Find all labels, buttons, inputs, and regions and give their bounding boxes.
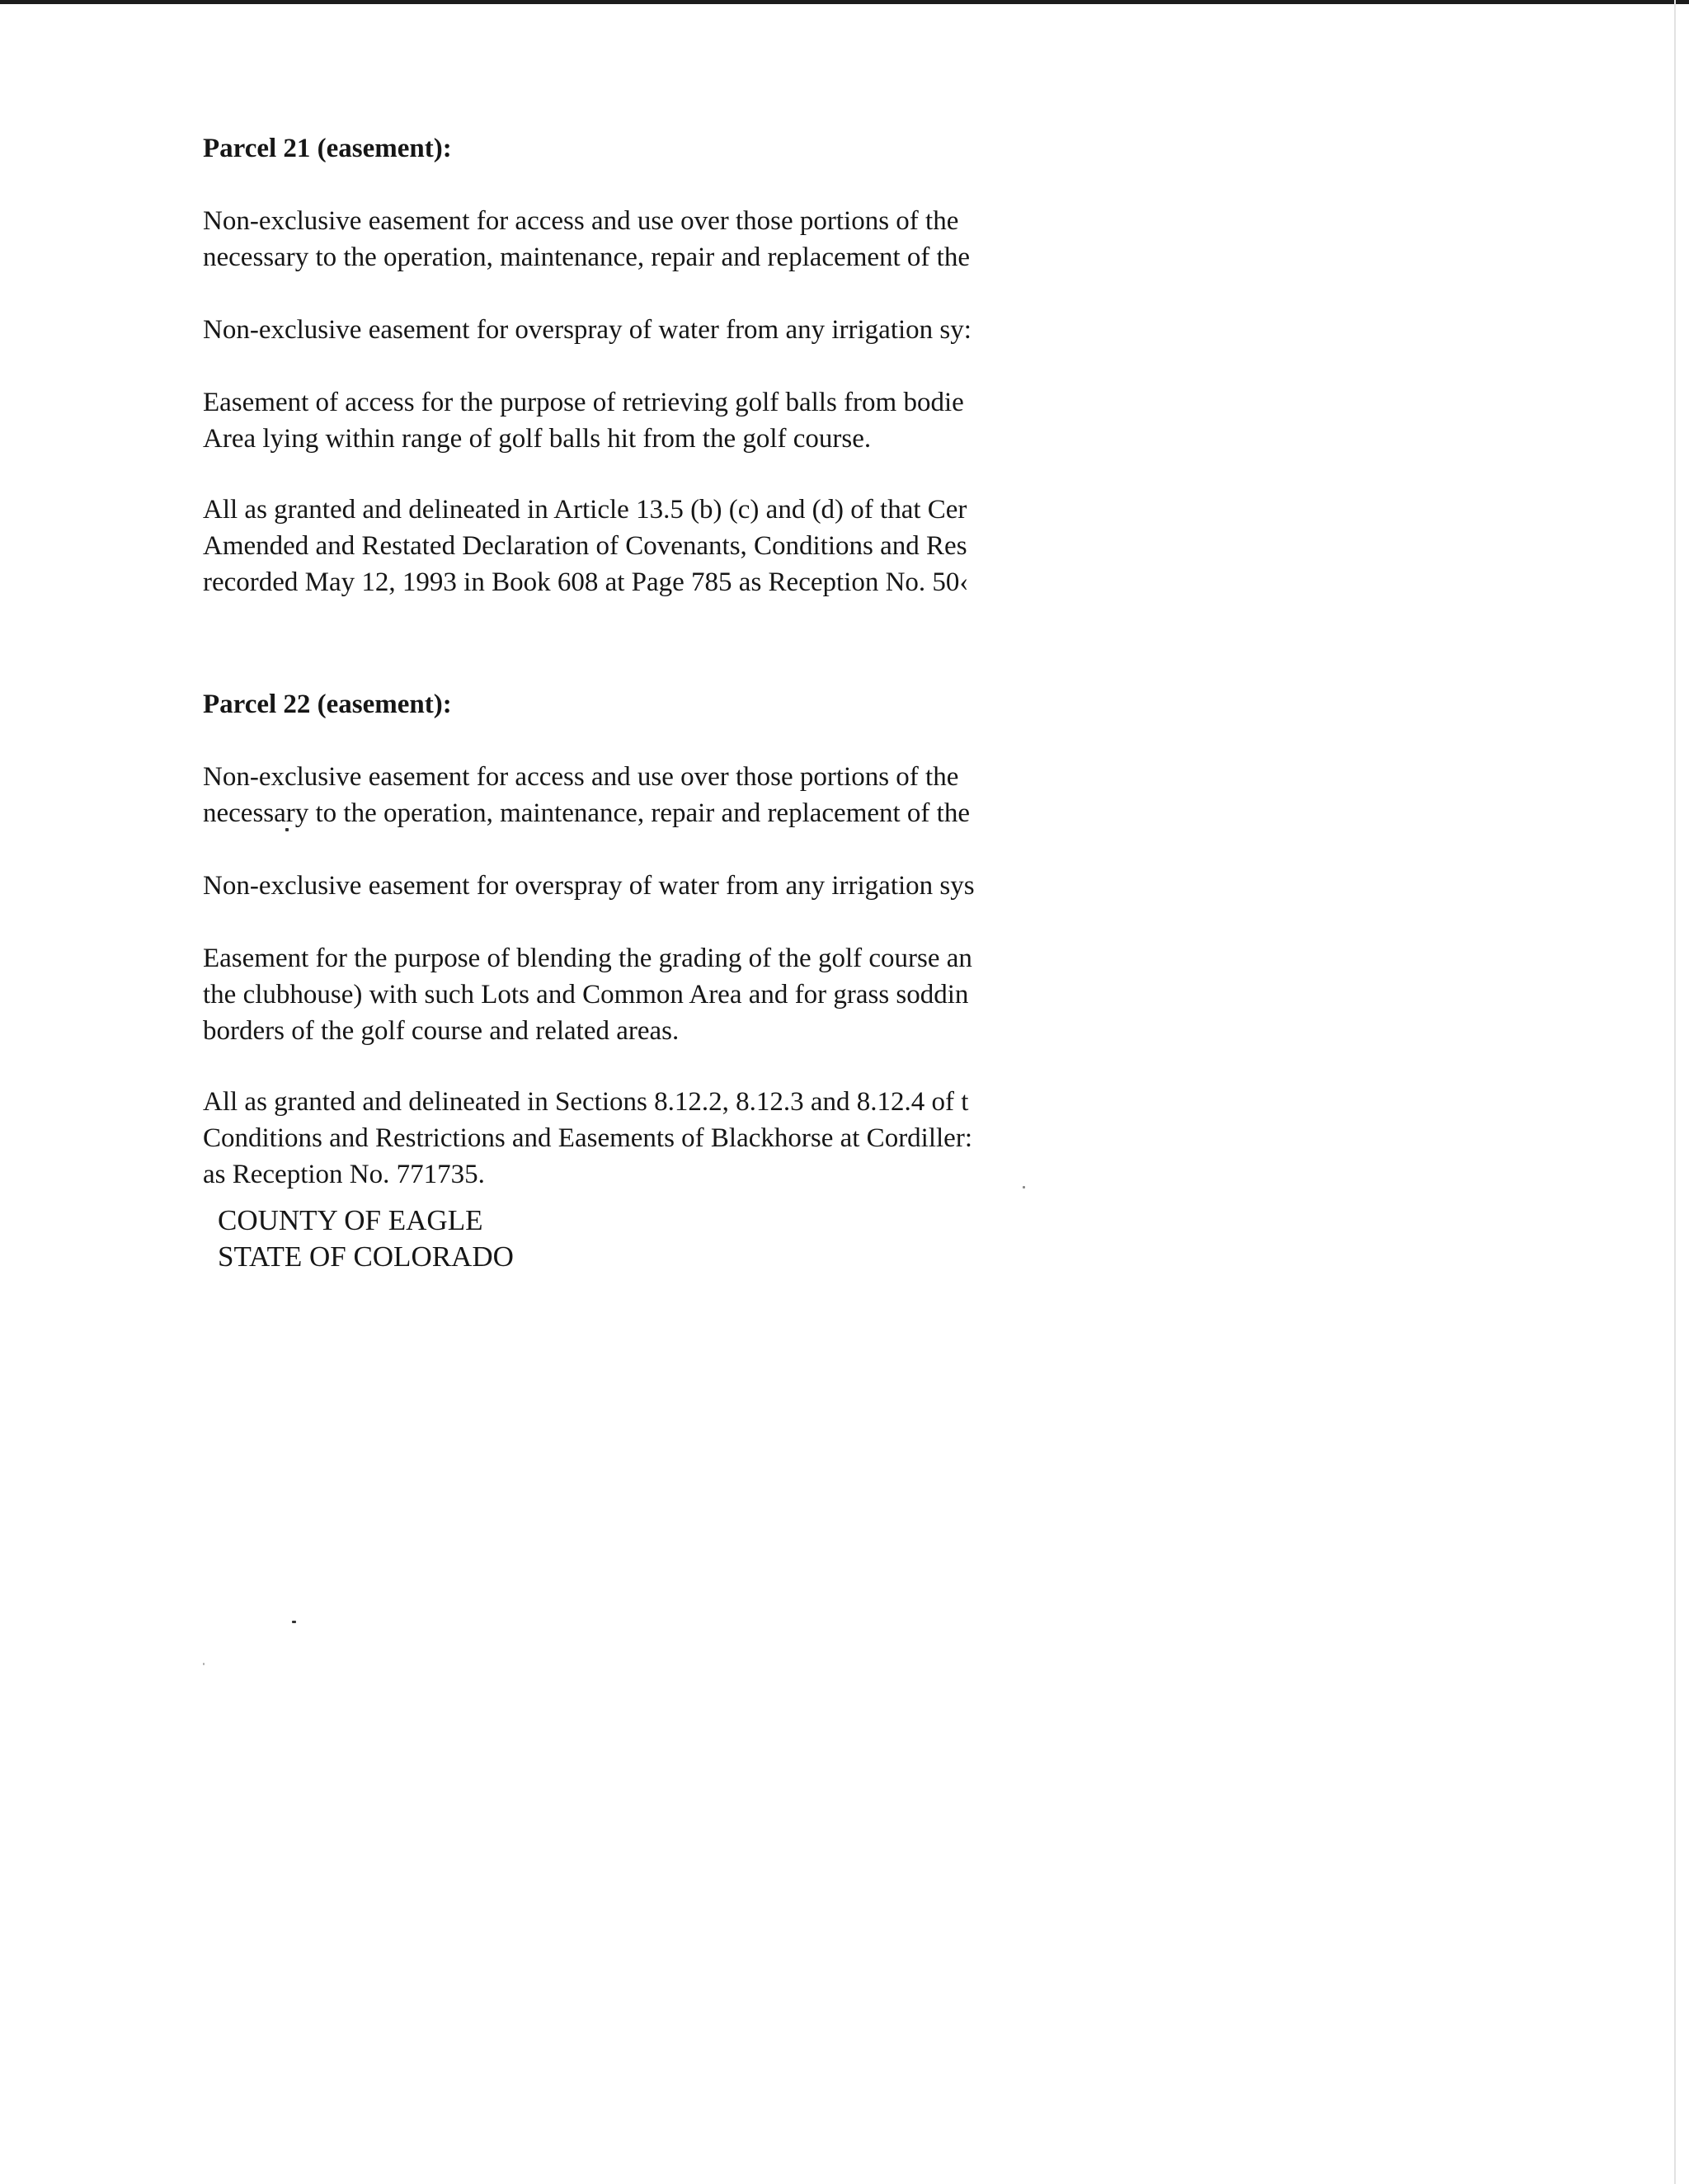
parcel-22-section (203, 686, 1061, 1193)
parcel-22-paragraph-access (203, 759, 1061, 831)
text-line: Conditions and Restrictions and Easements of Blackhorse at Cordiller: (203, 1123, 972, 1153)
text-line: Non-exclusive easement for overspray of water from any irrigation sys (203, 871, 975, 901)
parcel-22-heading: Parcel 22 (easement): (203, 690, 452, 719)
parcel-21-paragraph-recording (203, 492, 1061, 600)
text-line: as Reception No. 771735. (203, 1160, 485, 1189)
scan-edge-line (1674, 0, 1676, 2184)
parcel-21-paragraph-golf-balls (203, 384, 1061, 457)
state-line: STATE OF COLORADO (218, 1240, 514, 1273)
text-line: Amended and Restated Declaration of Covenants, Conditions and Res (203, 531, 967, 561)
text-line: Easement for the purpose of blending the grading of the golf course an (203, 944, 972, 973)
text-line: All as granted and delineated in Sections 8.12.2, 8.12.3 and 8.12.4 of t (203, 1087, 969, 1117)
parcel-21-paragraph-overspray (203, 312, 1061, 348)
parcel-22-paragraph-grading (203, 940, 1061, 1049)
text-line: the clubhouse) with such Lots and Common Area and for grass soddin (203, 980, 969, 1010)
text-line: Non-exclusive easement for access and use over those portions of the (203, 762, 959, 792)
text-line: Non-exclusive easement for overspray of water from any irrigation sy: (203, 315, 972, 345)
parcel-21-section (203, 130, 1061, 600)
parcel-22-paragraph-overspray (203, 868, 1061, 904)
text-line: Non-exclusive easement for access and use over those portions of the (203, 206, 959, 236)
county-state-block (218, 1203, 514, 1275)
parcel-22-paragraph-recording (203, 1084, 1061, 1193)
parcel-21-heading: Parcel 21 (easement): (203, 134, 452, 163)
text-line: necessary to the operation, maintenance, repair and replacement of the (203, 242, 970, 272)
text-line: recorded May 12, 1993 in Book 608 at Page 785 as Reception No. 50‹ (203, 567, 969, 597)
text-line: necessary to the operation, maintenance, repair and replacement of the (203, 798, 970, 828)
text-line: Easement of access for the purpose of retrieving golf balls from bodie (203, 388, 964, 417)
scan-speck (285, 828, 289, 831)
county-line: COUNTY OF EAGLE (218, 1204, 483, 1236)
scan-speck (1023, 1186, 1025, 1188)
parcel-21-paragraph-access (203, 203, 1061, 275)
scan-speck (292, 1621, 296, 1623)
text-line: Area lying within range of golf balls hit from the golf course. (203, 424, 872, 454)
scan-speck (203, 1663, 205, 1665)
document-body (203, 130, 1061, 1193)
text-line: borders of the golf course and related areas. (203, 1016, 680, 1046)
text-line: All as granted and delineated in Article 13.5 (b) (c) and (d) of that Cer (203, 495, 967, 525)
top-border-line (0, 0, 1689, 4)
